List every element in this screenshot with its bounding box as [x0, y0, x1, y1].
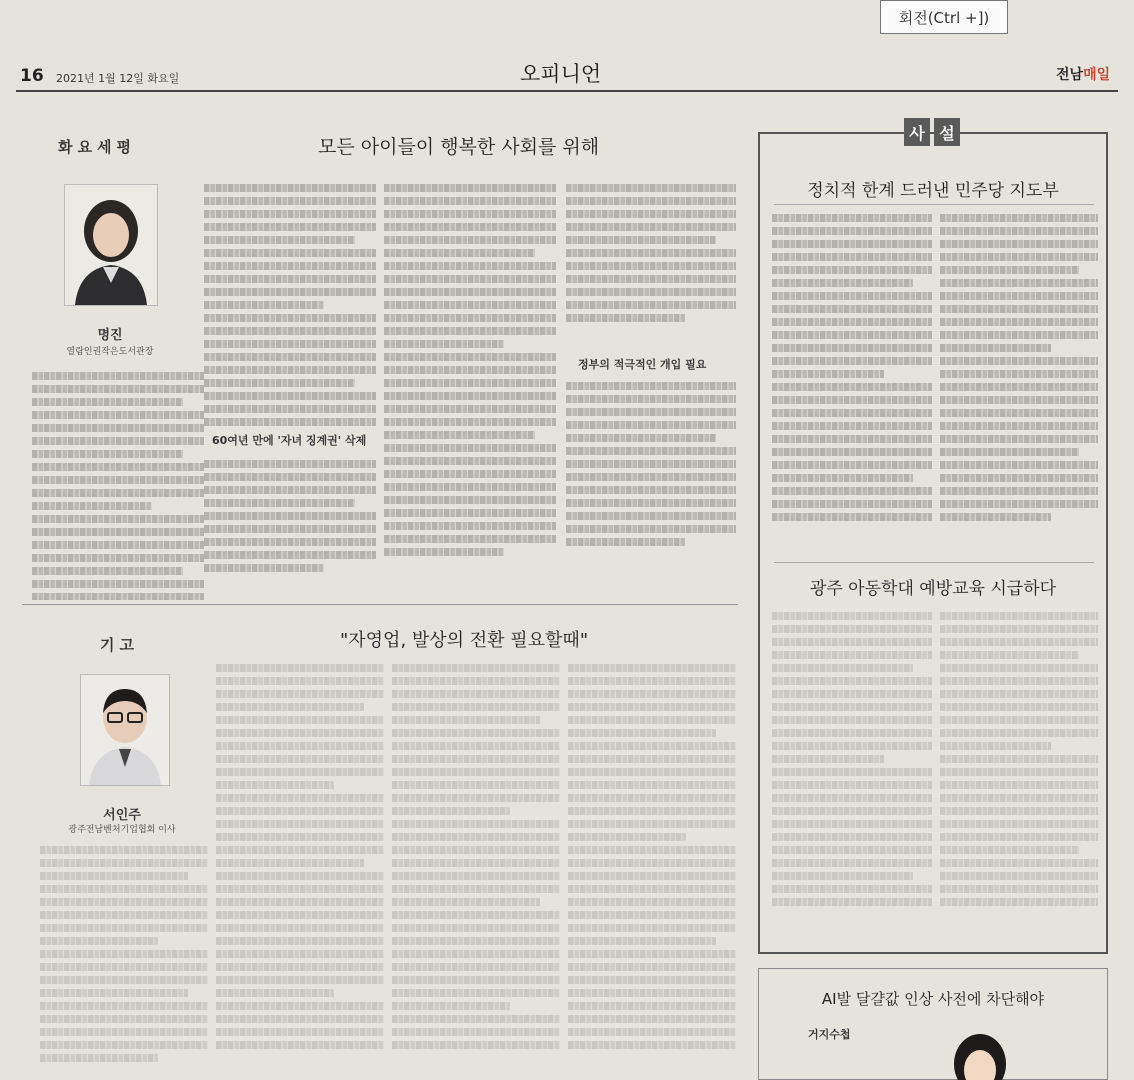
editorial-tag: 설 — [934, 118, 960, 146]
author-affiliation: 열람인권작은도서관장 — [66, 347, 154, 357]
article-text-block — [566, 184, 736, 348]
editorial-title: 정치적 한계 드러낸 민주당 지도부 — [807, 181, 1059, 201]
newspaper-logo — [1056, 64, 1110, 84]
rotate-tooltip: 회전(Ctrl +]) — [880, 0, 1008, 34]
article-text-block — [204, 460, 376, 582]
column-headline: "자영업, 발상의 전환 필요할때" — [340, 630, 589, 651]
logo-prefix: 전남 — [1056, 67, 1084, 83]
section-title: 오피니언 — [520, 62, 602, 86]
author-name: 명진 — [97, 328, 123, 343]
article-subhead: 정부의 적극적인 개입 필요 — [578, 358, 707, 371]
bottom-article-box — [758, 968, 1108, 1080]
header-rule — [16, 90, 1118, 92]
article-text-block — [216, 664, 384, 1072]
logo-accent: 매일 — [1083, 67, 1111, 83]
editorial-title: 광주 아동학대 예방교육 시급하다 — [809, 579, 1057, 599]
article-text-block — [392, 664, 560, 1072]
author-affiliation: 광주전남벤처기업협회 이사 — [68, 825, 176, 835]
article-subhead: 60여년 만에 '자녀 징계권' 삭제 — [212, 434, 367, 447]
article-text-block — [40, 846, 208, 1072]
column-label: 기고 — [100, 636, 139, 654]
article-text-block — [384, 184, 556, 584]
author-portrait-icon — [81, 675, 169, 785]
author-portrait-icon — [950, 1030, 1010, 1080]
author-portrait-icon — [65, 185, 157, 305]
article-text-block — [204, 184, 376, 426]
author-photo — [80, 674, 170, 786]
bottom-article-title: AI발 달걀값 인상 사전에 차단해야 — [821, 990, 1045, 1008]
section-divider — [22, 604, 738, 605]
article-text-block — [566, 382, 736, 582]
editorial-text-block — [940, 214, 1098, 560]
editorial-text-block — [940, 612, 1098, 946]
bottom-author-photo — [950, 1030, 1010, 1080]
page-date: 2021년 1월 12일 화요일 — [56, 72, 180, 85]
page-number: 16 — [20, 66, 44, 86]
editorial-divider — [774, 562, 1094, 563]
editorial-tag: 사 — [904, 118, 930, 146]
article-text-block — [32, 372, 204, 600]
editorial-text-block — [772, 214, 932, 560]
bottom-article-label: 거지수첩 — [808, 1028, 851, 1041]
editorial-title-rule — [774, 204, 1094, 205]
editorial-text-block — [772, 612, 932, 946]
author-photo — [64, 184, 158, 306]
article-text-block — [568, 664, 736, 1072]
column-headline: 모든 아이들이 행복한 사회를 위해 — [318, 136, 600, 158]
author-name: 서인주 — [103, 808, 141, 823]
column-label: 화요세평 — [58, 138, 136, 156]
